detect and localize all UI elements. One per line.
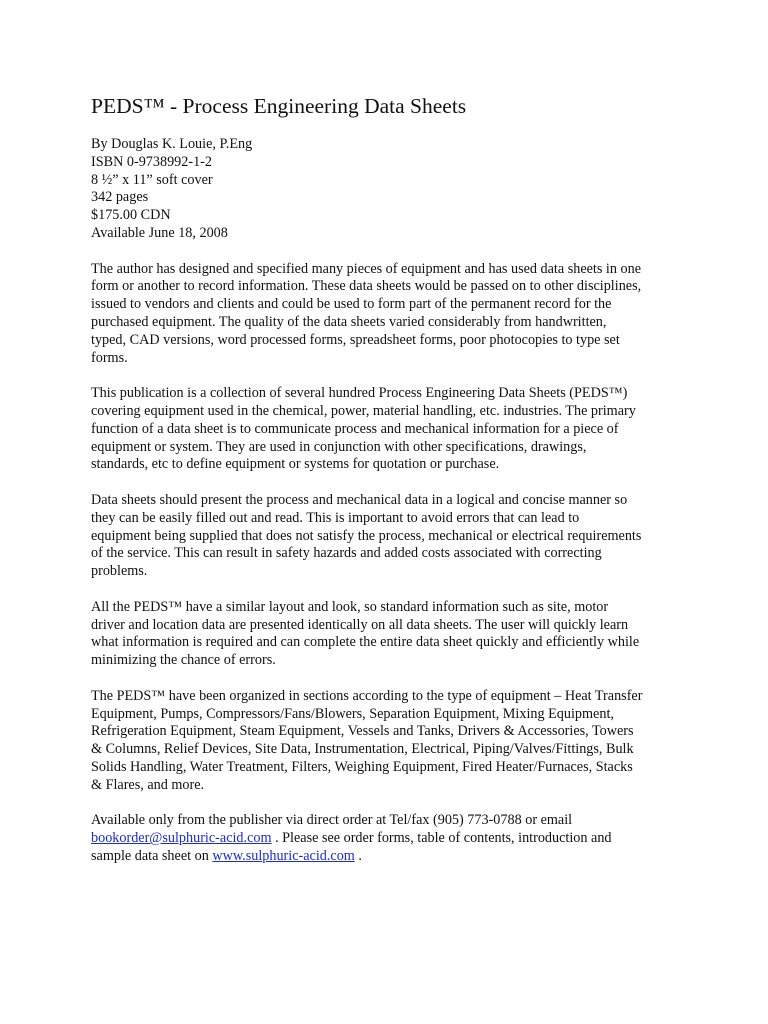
text-fragment: . [354, 847, 362, 864]
pages-line: 342 pages [91, 189, 149, 206]
document-page [91, 92, 691, 883]
text-line: & Flares, and more. [91, 776, 205, 793]
text-line: Equipment, Pumps, Compressors/Fans/Blowers, Separation Equipment, Mixing Equipment, [91, 705, 614, 722]
text-line: equipment or system. They are used in conjunction with other specifications, drawings, [91, 438, 587, 455]
format-line: 8 ½” x 11” soft cover [91, 171, 213, 188]
text-fragment: sample data sheet on [91, 847, 213, 864]
text-line: what information is required and can complete the entire data sheet quickly and efficiently while [91, 634, 640, 651]
text-fragment: . Please see order forms, table of contents, introduction and [271, 830, 612, 847]
book-metadata [91, 136, 691, 243]
text-line: form or another to record information. These data sheets would be passed on to other disciplines, [91, 278, 642, 295]
text-line: All the PEDS™ have a similar layout and look, so standard information such as site, motor [91, 598, 609, 615]
text-line: Available only from the publisher via direct order at Tel/fax (905) 773-0788 or email [91, 812, 573, 829]
paragraph-layout-consistency [91, 599, 691, 670]
text-line: & Columns, Relief Devices, Site Data, Instrumentation, Electrical, Piping/Valves/Fittings, Bulk [91, 741, 634, 758]
text-line: problems. [91, 563, 148, 580]
document-title: PEDS™ - Process Engineering Data Sheets [91, 94, 467, 118]
text-line: This publication is a collection of several hundred Process Engineering Data Sheets (PEDS™) [91, 385, 628, 402]
text-line: of the service. This can result in safety hazards and added costs associated with correcting [91, 545, 602, 562]
text-line: issued to vendors and clients and could be used to form part of the permanent record for the [91, 296, 612, 313]
paragraph-ordering-info [91, 812, 691, 865]
text-line: typed, CAD versions, word processed forms, spreadsheet forms, poor photocopies to type set [91, 331, 620, 348]
text-line: Refrigeration Equipment, Steam Equipment, Vessels and Tanks, Drivers & Accessories, Towers [91, 723, 634, 740]
text-line: The PEDS™ have been organized in sections according to the type of equipment – Heat Transfer [91, 687, 643, 704]
text-line: covering equipment used in the chemical, power, material handling, etc. industries. The primary [91, 402, 636, 419]
paragraph-author-background [91, 261, 691, 368]
text-line: driver and location data are presented identically on all data sheets. The user will quickly learn [91, 616, 629, 633]
text-line: The author has designed and specified many pieces of equipment and has used data sheets in one [91, 260, 641, 277]
author-line: By Douglas K. Louie, P.Eng [91, 136, 253, 152]
text-line: Data sheets should present the process and mechanical data in a logical and concise manner so [91, 491, 628, 508]
price-line: $175.00 CDN [91, 207, 171, 224]
text-line [91, 830, 691, 848]
text-line: purchased equipment. The quality of the data sheets varied considerably from handwritten, [91, 313, 607, 330]
paragraph-data-sheet-presentation [91, 492, 691, 581]
email-link[interactable]: bookorder@sulphuric-acid.com [91, 830, 272, 847]
text-line: Solids Handling, Water Treatment, Filters, Weighing Equipment, Fired Heater/Furnaces, Stacks [91, 758, 633, 775]
website-link[interactable]: www.sulphuric-acid.com [212, 847, 355, 864]
text-line [91, 848, 691, 866]
paragraph-equipment-sections [91, 688, 691, 795]
text-line: forms. [91, 349, 128, 366]
text-line: minimizing the chance of errors. [91, 652, 276, 669]
text-line: equipment being supplied that does not satisfy the process, mechanical or electrical requirements [91, 527, 642, 544]
availability-line: Available June 18, 2008 [91, 224, 228, 241]
text-line: standards, etc to define equipment or systems for quotation or purchase. [91, 456, 500, 473]
isbn-line: ISBN 0-9738992-1-2 [91, 153, 212, 170]
paragraph-publication-description [91, 385, 691, 474]
text-line: function of a data sheet is to communicate process and mechanical information for a piece of [91, 420, 619, 437]
text-line: they can be easily filled out and read. This is important to avoid errors that can lead to [91, 509, 580, 526]
